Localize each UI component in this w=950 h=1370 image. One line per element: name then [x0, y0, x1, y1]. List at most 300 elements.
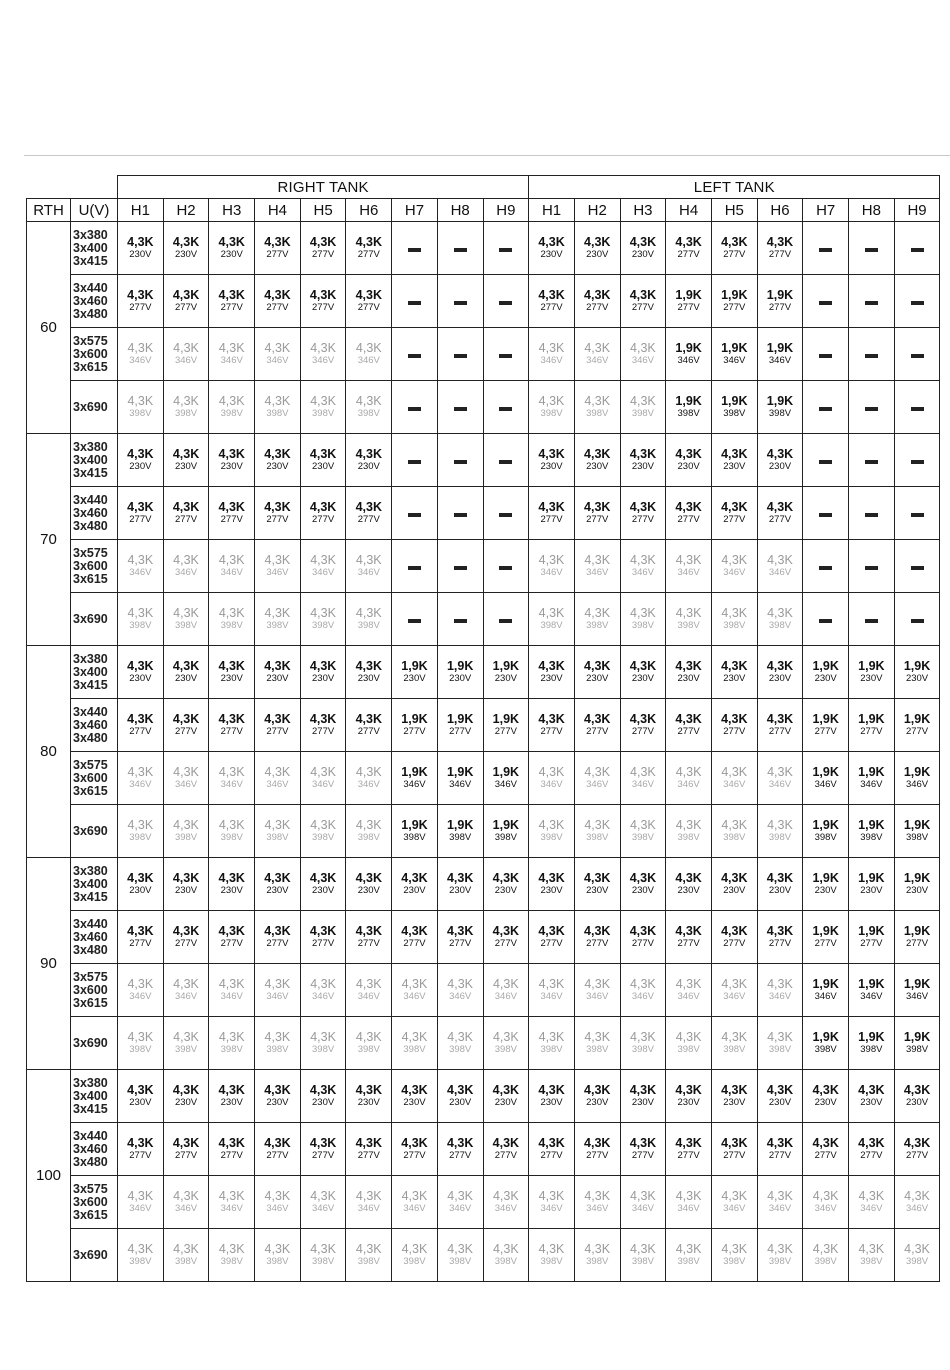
right-tank-cell	[209, 911, 255, 964]
right-tank-cell	[209, 275, 255, 328]
left-tank-cell	[757, 752, 803, 805]
right-tank-cell	[118, 1176, 164, 1229]
voltage-group	[71, 328, 118, 381]
voltage-value: 230V	[860, 885, 883, 896]
left-tank-header: LEFT TANK	[529, 176, 940, 199]
voltage-group	[71, 487, 118, 540]
right-tank-cell	[163, 964, 209, 1017]
voltage-label: 3x440	[73, 704, 108, 719]
power-value: 1,9K	[812, 871, 839, 885]
power-value: 4,3K	[630, 818, 656, 832]
voltage-value: 398V	[677, 1044, 700, 1055]
right-tank-cell	[392, 381, 438, 434]
left-tank-cell	[529, 328, 575, 381]
voltage-value: 277V	[266, 302, 289, 313]
right-tank-cell	[483, 858, 529, 911]
left-tank-cell	[711, 487, 757, 540]
voltage-value: 277V	[494, 1150, 517, 1161]
left-tank-cell	[803, 381, 849, 434]
voltage-value: 230V	[723, 1097, 746, 1108]
voltage-value: 346V	[220, 779, 243, 790]
voltage-value: 346V	[494, 1203, 517, 1214]
voltage-value: 346V	[768, 355, 792, 366]
voltage-group	[71, 275, 118, 328]
power-value: 4,3K	[172, 1136, 200, 1150]
power-value: 4,3K	[584, 606, 611, 620]
left-tank-cell	[757, 1176, 803, 1229]
voltage-value: 230V	[814, 1097, 837, 1108]
table-row	[27, 1123, 940, 1176]
right-tank-cell	[483, 1176, 529, 1229]
voltage-value: 398V	[357, 1256, 380, 1267]
right-tank-cell	[437, 699, 483, 752]
right-tank-cell	[300, 1070, 346, 1123]
power-value: 4,3K	[127, 1242, 154, 1256]
power-value: 4,3K	[127, 1030, 154, 1044]
right-tank-cell	[163, 222, 209, 275]
left-tank-cell	[529, 646, 575, 699]
table-row	[27, 381, 940, 434]
power-value: 4,3K	[264, 1083, 291, 1097]
right-tank-cell	[346, 275, 392, 328]
power-value: 4,3K	[309, 500, 337, 514]
power-value: 4,3K	[904, 1189, 930, 1203]
power-value: 4,3K	[127, 500, 154, 514]
voltage-value: 230V	[494, 673, 517, 684]
voltage-value: 398V	[586, 408, 609, 419]
table-row	[27, 328, 940, 381]
left-tank-cell	[620, 381, 666, 434]
voltage-value: 230V	[129, 885, 152, 896]
voltage-value: 277V	[677, 302, 700, 313]
power-value: 4,3K	[172, 871, 200, 885]
voltage-value: 277V	[403, 938, 426, 949]
voltage-label: 3x440	[73, 916, 108, 931]
right-tank-cell	[118, 1017, 164, 1070]
power-value: 4,3K	[767, 1242, 793, 1256]
left-tank-cell	[849, 646, 895, 699]
right-tank-cell	[255, 328, 301, 381]
voltage-value: 277V	[266, 514, 289, 525]
not-available-dash	[454, 566, 467, 570]
power-value: 4,3K	[355, 288, 382, 302]
power-value: 4,3K	[538, 606, 565, 620]
power-value: 1,9K	[675, 394, 702, 408]
power-value: 4,3K	[310, 341, 336, 355]
power-value: 4,3K	[355, 1030, 382, 1044]
power-value: 4,3K	[767, 765, 793, 779]
power-value: 4,3K	[629, 500, 657, 514]
right-tank-cell	[392, 911, 438, 964]
right-tank-cell	[209, 487, 255, 540]
power-value: 1,9K	[675, 288, 702, 302]
right-tank-cell	[392, 222, 438, 275]
voltage-value: 277V	[631, 514, 654, 525]
table-row	[27, 487, 940, 540]
not-available-dash	[408, 248, 421, 252]
left-tank-cell	[711, 858, 757, 911]
right-tank-cell	[300, 646, 346, 699]
power-value: 1,9K	[903, 659, 931, 673]
rth-value: 70	[27, 434, 71, 646]
left-tank-cell	[620, 434, 666, 487]
voltage-value: 230V	[266, 1097, 289, 1108]
voltage-value: 230V	[449, 885, 472, 896]
left-tank-cell	[574, 328, 620, 381]
right-tank-cell	[346, 1123, 392, 1176]
voltage-value: 230V	[723, 673, 746, 684]
power-value: 4,3K	[310, 394, 336, 408]
right-tank-cell	[437, 1017, 483, 1070]
left-tank-cell	[529, 911, 575, 964]
power-value: 4,3K	[721, 235, 748, 249]
voltage-value: 398V	[266, 620, 289, 631]
voltage-value: 230V	[220, 461, 243, 472]
voltage-value: 346V	[586, 779, 609, 790]
right-tank-cell	[300, 858, 346, 911]
voltage-value: 230V	[220, 673, 243, 684]
right-tank-cell	[392, 964, 438, 1017]
right-tank-cell	[163, 858, 209, 911]
left-tank-cell	[620, 805, 666, 858]
power-value: 4,3K	[584, 1136, 611, 1150]
power-value: 4,3K	[766, 871, 794, 885]
voltage-label: 3x380	[73, 863, 108, 878]
voltage-label: 3x415	[73, 889, 108, 904]
power-value: 4,3K	[310, 765, 336, 779]
right-tank-cell	[437, 646, 483, 699]
left-tank-cell	[711, 1229, 757, 1282]
right-tank-cell	[118, 222, 164, 275]
tank-header-row	[27, 176, 940, 199]
power-value: 4,3K	[218, 1136, 245, 1150]
voltage-value: 230V	[357, 673, 380, 684]
left-tank-cell	[620, 487, 666, 540]
voltage-value: 346V	[631, 779, 654, 790]
power-value: 4,3K	[538, 553, 565, 567]
left-tank-cell	[529, 752, 575, 805]
voltage-value: 398V	[586, 620, 609, 631]
voltage-label: 3x600	[73, 558, 108, 573]
voltage-value: 346V	[312, 1203, 335, 1214]
voltage-label: 3x440	[73, 1128, 108, 1143]
right-tank-cell	[392, 858, 438, 911]
voltage-value: 398V	[860, 1256, 883, 1267]
right-tank-cell	[118, 275, 164, 328]
left-tank-cell	[757, 805, 803, 858]
voltage-value: 277V	[905, 938, 929, 949]
right-tank-cell	[346, 646, 392, 699]
voltage-value: 277V	[540, 1150, 563, 1161]
left-tank-cell	[894, 1070, 940, 1123]
power-value: 4,3K	[172, 288, 200, 302]
left-tank-cell	[803, 222, 849, 275]
voltage-value: 277V	[357, 514, 380, 525]
power-value: 4,3K	[309, 1083, 337, 1097]
voltage-value: 398V	[631, 832, 654, 843]
voltage-value: 346V	[449, 779, 472, 790]
left-tank-cell	[711, 1123, 757, 1176]
voltage-value: 398V	[266, 1044, 289, 1055]
right-tank-cell	[483, 646, 529, 699]
not-available-dash	[454, 301, 467, 305]
power-value: 1,9K	[858, 659, 885, 673]
voltage-value: 277V	[220, 726, 243, 737]
power-value: 4,3K	[173, 394, 199, 408]
power-value: 1,9K	[401, 712, 428, 726]
voltage-value: 346V	[174, 991, 198, 1002]
power-value: 4,3K	[630, 1030, 656, 1044]
left-tank-cell	[849, 381, 895, 434]
power-value: 4,3K	[675, 1030, 702, 1044]
left-tank-cell	[803, 911, 849, 964]
voltage-value: 346V	[174, 567, 198, 578]
voltage-value: 277V	[586, 938, 609, 949]
voltage-value: 346V	[266, 991, 289, 1002]
voltage-value: 346V	[677, 991, 700, 1002]
power-value: 4,3K	[767, 977, 793, 991]
right-tank-cell	[392, 328, 438, 381]
voltage-value: 277V	[723, 1150, 746, 1161]
power-value: 4,3K	[355, 1083, 382, 1097]
not-available-dash	[499, 301, 512, 305]
power-value: 4,3K	[127, 1136, 154, 1150]
power-value: 4,3K	[218, 1242, 245, 1256]
voltage-value: 346V	[677, 567, 700, 578]
voltage-label: 3x480	[73, 730, 108, 745]
voltage-value: 398V	[312, 620, 335, 631]
right-tank-cell	[346, 911, 392, 964]
voltage-label: 3x600	[73, 1194, 108, 1209]
voltage-value: 230V	[403, 673, 426, 684]
power-value: 4,3K	[858, 1242, 885, 1256]
voltage-value: 277V	[312, 726, 335, 737]
left-tank-cell	[574, 911, 620, 964]
power-value: 4,3K	[675, 553, 702, 567]
right-tank-cell	[118, 805, 164, 858]
left-tank-cell	[803, 540, 849, 593]
left-tank-cell	[666, 699, 712, 752]
power-value: 4,3K	[538, 765, 565, 779]
left-tank-cell	[849, 858, 895, 911]
power-value: 4,3K	[767, 1030, 793, 1044]
left-tank-cell	[574, 222, 620, 275]
power-value: 4,3K	[173, 1189, 199, 1203]
power-value: 4,3K	[538, 288, 565, 302]
left-tank-cell	[849, 275, 895, 328]
voltage-value: 398V	[129, 620, 152, 631]
power-value: 4,3K	[127, 553, 154, 567]
voltage-value: 346V	[266, 567, 289, 578]
right-tank-cell	[483, 1123, 529, 1176]
power-value: 4,3K	[629, 1136, 657, 1150]
voltage-value: 230V	[174, 673, 198, 684]
power-value: 4,3K	[584, 871, 611, 885]
voltage-value: 230V	[540, 249, 563, 260]
voltage-value: 346V	[266, 1203, 289, 1214]
right-tank-cell	[163, 1229, 209, 1282]
voltage-value: 346V	[768, 567, 792, 578]
power-value: 4,3K	[538, 659, 565, 673]
voltage-value: 230V	[449, 1097, 472, 1108]
right-tank-cell	[437, 752, 483, 805]
power-value: 4,3K	[264, 924, 291, 938]
right-tank-cell	[392, 1176, 438, 1229]
left-tank-cell	[803, 1229, 849, 1282]
power-value: 4,3K	[264, 765, 291, 779]
not-available-dash	[819, 301, 832, 305]
left-tank-cell	[803, 752, 849, 805]
voltage-value: 346V	[266, 779, 289, 790]
voltage-value: 346V	[220, 567, 243, 578]
voltage-value: 346V	[357, 567, 380, 578]
voltage-value: 230V	[860, 1097, 883, 1108]
power-value: 4,3K	[355, 712, 382, 726]
voltage-value: 230V	[586, 673, 609, 684]
not-available-dash	[499, 248, 512, 252]
power-value: 4,3K	[309, 871, 337, 885]
right-tank-cell	[209, 1123, 255, 1176]
voltage-value: 346V	[723, 567, 746, 578]
power-value: 4,3K	[858, 1136, 885, 1150]
right-tank-cell	[392, 540, 438, 593]
voltage-value: 277V	[449, 1150, 472, 1161]
power-value: 4,3K	[630, 553, 656, 567]
power-value: 4,3K	[629, 447, 657, 461]
voltage-value: 346V	[905, 991, 929, 1002]
left-tank-cell	[666, 381, 712, 434]
voltage-value: 230V	[357, 1097, 380, 1108]
voltage-value: 398V	[357, 832, 380, 843]
voltage-value: 346V	[723, 779, 746, 790]
right-tank-cell	[437, 1176, 483, 1229]
voltage-label: 3x460	[73, 505, 108, 520]
voltage-value: 277V	[723, 249, 746, 260]
voltage-value: 398V	[540, 408, 563, 419]
not-available-dash	[865, 301, 878, 305]
power-value: 4,3K	[721, 712, 748, 726]
left-tank-col-header: H8	[849, 199, 895, 222]
power-value: 4,3K	[904, 1242, 930, 1256]
voltage-value: 346V	[677, 779, 700, 790]
left-tank-cell	[574, 646, 620, 699]
power-value: 4,3K	[446, 871, 474, 885]
voltage-value: 277V	[174, 1150, 198, 1161]
left-tank-col-header: H1	[529, 199, 575, 222]
right-tank-cell	[300, 434, 346, 487]
voltage-value: 277V	[677, 514, 700, 525]
power-value: 4,3K	[355, 606, 382, 620]
left-tank-cell	[666, 1176, 712, 1229]
voltage-value: 398V	[631, 1044, 654, 1055]
right-tank-col-header: H6	[346, 199, 392, 222]
power-value: 4,3K	[264, 1136, 291, 1150]
voltage-label: 3x460	[73, 1141, 108, 1156]
voltage-value: 277V	[357, 302, 380, 313]
voltage-value: 398V	[586, 1044, 609, 1055]
left-tank-cell	[894, 964, 940, 1017]
power-value: 1,9K	[492, 712, 520, 726]
left-tank-cell	[894, 275, 940, 328]
power-value: 4,3K	[721, 500, 748, 514]
right-tank-cell	[483, 1229, 529, 1282]
voltage-value: 346V	[220, 355, 243, 366]
voltage-value: 398V	[312, 408, 335, 419]
left-tank-cell	[894, 593, 940, 646]
power-value: 1,9K	[812, 924, 839, 938]
voltage-group	[71, 1123, 118, 1176]
voltage-value: 277V	[860, 1150, 883, 1161]
right-tank-cell	[346, 1070, 392, 1123]
column-header-row	[27, 199, 940, 222]
right-tank-cell	[437, 858, 483, 911]
power-value: 4,3K	[218, 659, 245, 673]
power-value: 4,3K	[264, 606, 291, 620]
right-tank-cell	[163, 1176, 209, 1229]
power-value: 4,3K	[264, 288, 291, 302]
left-tank-cell	[666, 328, 712, 381]
power-value: 4,3K	[172, 447, 200, 461]
power-value: 4,3K	[721, 1136, 748, 1150]
voltage-value: 230V	[540, 1097, 563, 1108]
power-value: 4,3K	[447, 1242, 474, 1256]
right-tank-cell	[118, 487, 164, 540]
right-tank-cell	[392, 487, 438, 540]
power-value: 4,3K	[767, 606, 793, 620]
voltage-value: 230V	[312, 885, 335, 896]
left-tank-cell	[574, 540, 620, 593]
voltage-value: 398V	[494, 832, 517, 843]
power-value: 4,3K	[173, 606, 199, 620]
power-value: 4,3K	[767, 1189, 793, 1203]
power-value: 1,9K	[721, 288, 748, 302]
power-value: 4,3K	[766, 712, 794, 726]
voltage-value: 398V	[220, 832, 243, 843]
voltage-value: 277V	[220, 938, 243, 949]
voltage-label: 3x400	[73, 452, 108, 467]
power-value: 4,3K	[675, 924, 702, 938]
voltage-value: 277V	[357, 726, 380, 737]
left-tank-cell	[803, 805, 849, 858]
power-value: 4,3K	[447, 1189, 474, 1203]
left-tank-cell	[894, 1229, 940, 1282]
power-value: 4,3K	[721, 1083, 748, 1097]
voltage-value: 346V	[586, 1203, 609, 1214]
right-tank-cell	[163, 487, 209, 540]
voltage-label: 3x415	[73, 465, 108, 480]
power-value: 4,3K	[492, 1189, 519, 1203]
power-value: 4,3K	[629, 1083, 657, 1097]
voltage-value: 346V	[312, 991, 335, 1002]
not-available-dash	[499, 354, 512, 358]
voltage-value: 346V	[586, 991, 609, 1002]
right-tank-cell	[483, 964, 529, 1017]
right-tank-cell	[392, 434, 438, 487]
power-value: 4,3K	[584, 977, 611, 991]
power-value: 4,3K	[309, 924, 337, 938]
power-value: 4,3K	[401, 977, 428, 991]
power-value: 4,3K	[127, 977, 154, 991]
voltage-value: 346V	[631, 991, 654, 1002]
power-value: 4,3K	[721, 447, 748, 461]
right-tank-cell	[255, 858, 301, 911]
power-value: 4,3K	[584, 818, 611, 832]
table-row	[27, 593, 940, 646]
right-tank-cell	[437, 964, 483, 1017]
left-tank-cell	[529, 964, 575, 1017]
left-tank-cell	[711, 646, 757, 699]
not-available-dash	[454, 513, 467, 517]
